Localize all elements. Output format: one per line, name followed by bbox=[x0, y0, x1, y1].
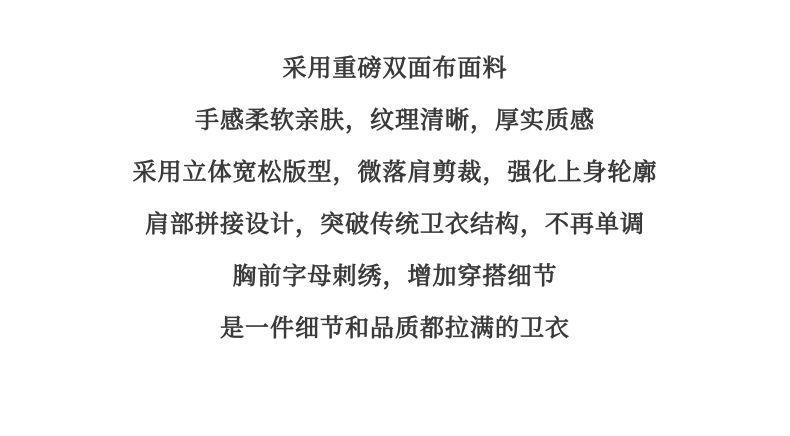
description-line-shoulder: 肩部拼接设计，突破传统卫衣结构，不再单调 bbox=[145, 210, 645, 238]
description-line-embroidery: 胸前字母刺绣，增加穿搭细节 bbox=[232, 262, 558, 290]
description-line-fabric: 采用重磅双面布面料 bbox=[282, 54, 508, 82]
description-line-fit: 采用立体宽松版型，微落肩剪裁，强化上身轮廓 bbox=[132, 158, 658, 186]
description-line-texture: 手感柔软亲肤，纹理清晰，厚实质感 bbox=[195, 106, 595, 134]
description-line-summary: 是一件细节和品质都拉满的卫衣 bbox=[220, 314, 570, 342]
